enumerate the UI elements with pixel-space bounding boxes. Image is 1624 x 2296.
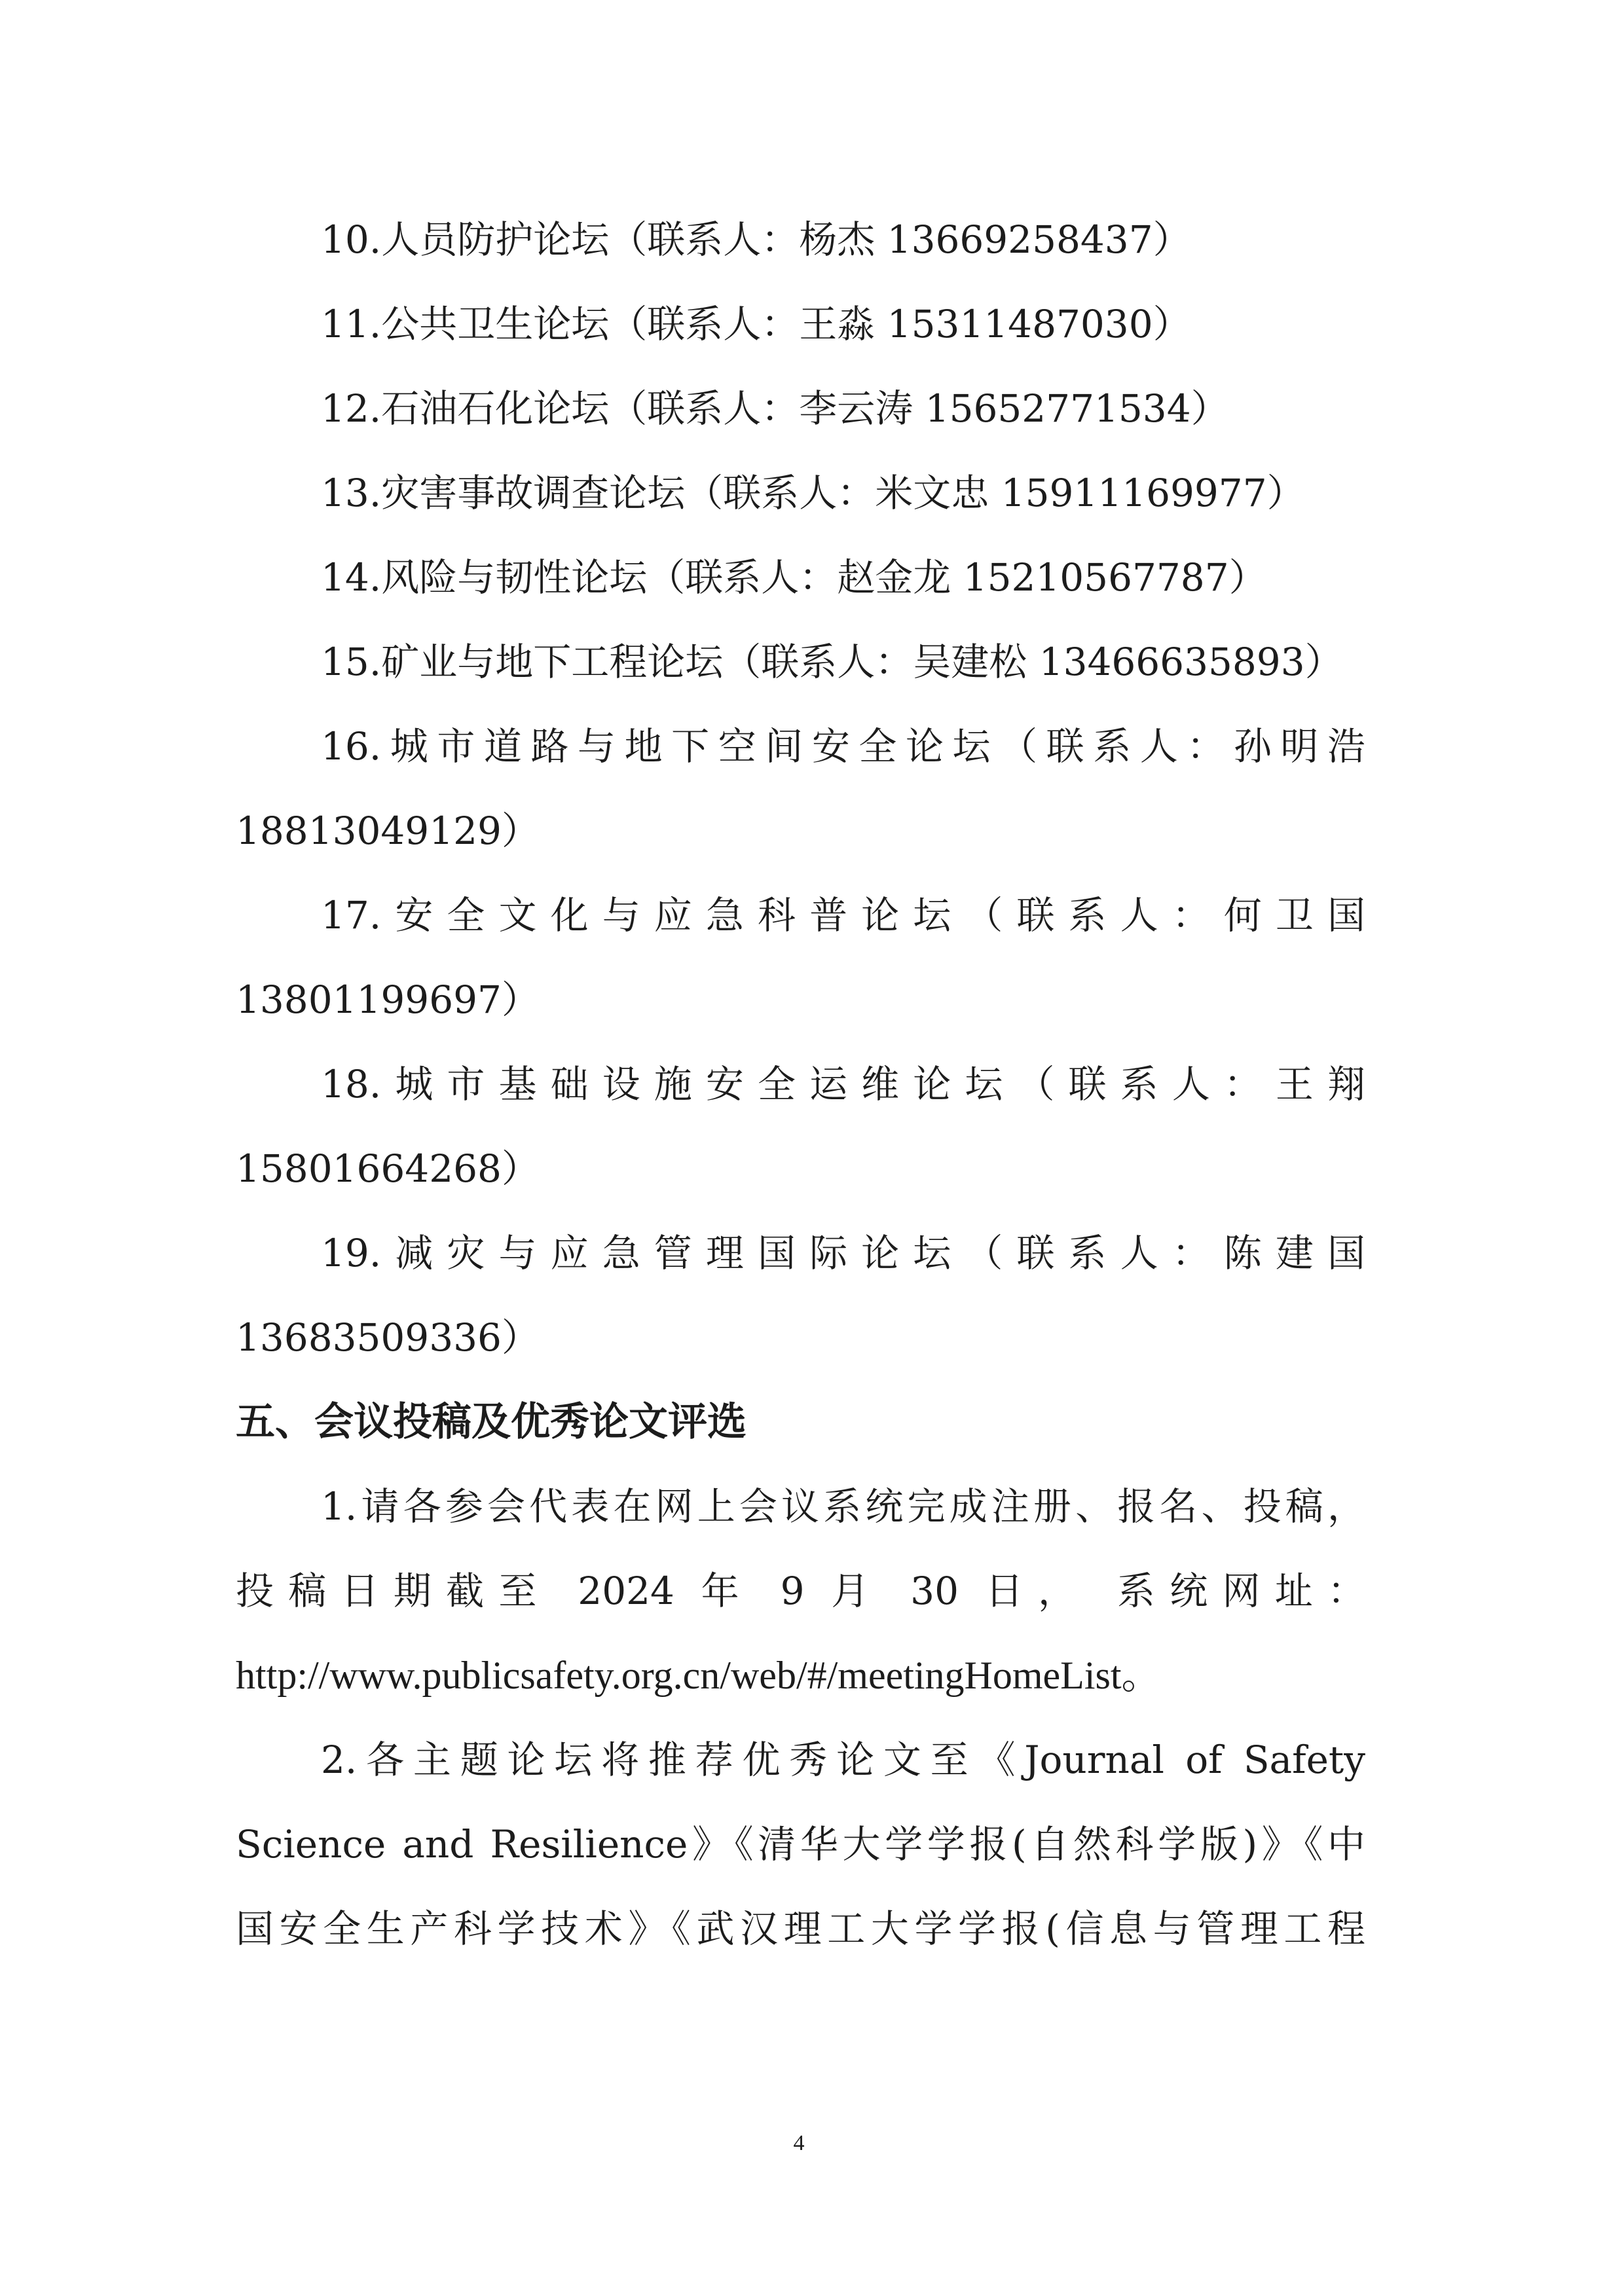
- forum-item-19-line1: 19.减灾与应急管理国际论坛（联系人：陈建国: [321, 1231, 1365, 1275]
- forum-item-14: 14.风险与韧性论坛（联系人：赵金龙 15210567787）: [321, 555, 1267, 600]
- system-url: http://www.publicsafety.org.cn/web/#/meetingHomeList。: [236, 1654, 1161, 1697]
- page-number: 4: [793, 2131, 805, 2155]
- forum-item-19-line2: 13683509336）: [236, 1315, 540, 1360]
- submission-item-2-line3: 国安全生产科学技术》《武汉理工大学学报(信息与管理工程: [236, 1906, 1365, 1951]
- forum-item-16-line2: 18813049129）: [236, 809, 540, 853]
- submission-item-1-line1: 1.请各参会代表在网上会议系统完成注册、报名、投稿，: [321, 1484, 1365, 1529]
- forum-item-16-line1: 16.城市道路与地下空间安全论坛（联系人：孙明浩: [321, 724, 1365, 769]
- forum-item-17-line2: 13801199697）: [236, 977, 540, 1022]
- forum-item-10: 10.人员防护论坛（联系人：杨杰 13669258437）: [321, 217, 1191, 262]
- forum-item-13: 13.灾害事故调查论坛（联系人：米文忠 15911169977）: [321, 471, 1305, 515]
- forum-item-12: 12.石油石化论坛（联系人：李云涛 15652771534）: [321, 386, 1229, 431]
- forum-item-18-line2: 15801664268）: [236, 1146, 540, 1191]
- forum-item-18-line1: 18.城市基础设施安全运维论坛（联系人：王翔: [321, 1062, 1365, 1106]
- submission-item-2-line1: 2.各主题论坛将推荐优秀论文至《Journal of Safety: [321, 1738, 1365, 1782]
- forum-item-11: 11.公共卫生论坛（联系人：王淼 15311487030）: [321, 302, 1191, 346]
- submission-item-1-line2: 投稿日期截至 2024 年 9 月 30 日， 系统网址：: [236, 1569, 1365, 1613]
- submission-item-2-line2: Science and Resilience》《清华大学学报(自然科学版)》《中: [236, 1822, 1365, 1867]
- forum-item-17-line1: 17.安全文化与应急科普论坛（联系人：何卫国: [321, 893, 1365, 938]
- forum-item-15: 15.矿业与地下工程论坛（联系人：吴建松 13466635893）: [321, 640, 1343, 684]
- section-heading: 五、会议投稿及优秀论文评选: [236, 1399, 747, 1445]
